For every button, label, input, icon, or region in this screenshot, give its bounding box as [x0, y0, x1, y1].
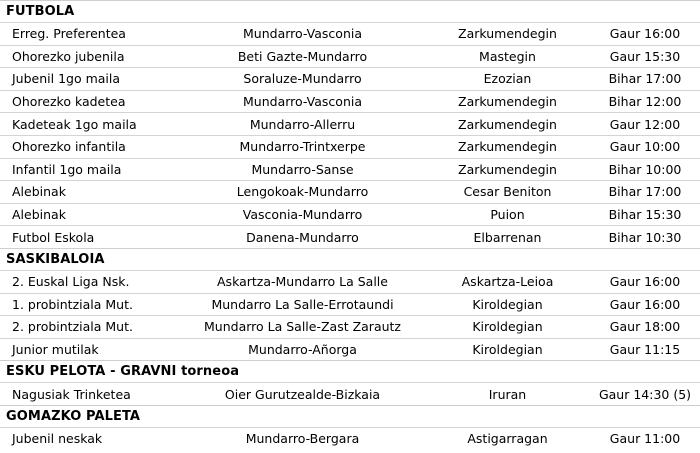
- section-header: FUTBOLA: [0, 0, 700, 22]
- schedule-row: [0, 225, 700, 248]
- venue-cell: Kiroldegian: [472, 319, 543, 335]
- match-cell: Mundarro-Vasconia: [243, 26, 362, 42]
- time-cell: Bihar 15:30: [608, 207, 682, 223]
- venue-cell: Ezozian: [483, 71, 532, 87]
- time-cell: Gaur 16:00: [609, 26, 681, 42]
- category-cell: 2. Euskal Liga Nsk.: [12, 274, 130, 290]
- schedule-row: [0, 315, 700, 338]
- match-cell: Mundarro-Vasconia: [243, 94, 362, 110]
- venue-cell: Astigarragan: [467, 431, 548, 447]
- match-cell: Mundarro La Salle-Errotaundi: [211, 296, 394, 312]
- category-cell: Junior mutilak: [12, 342, 99, 358]
- category-cell: Kadeteak 1go maila: [12, 116, 137, 132]
- schedule-row: [0, 382, 700, 405]
- venue-cell: Puion: [490, 207, 525, 223]
- match-cell: Lengokoak-Mundarro: [236, 184, 369, 200]
- category-cell: 2. probintziala Mut.: [12, 319, 133, 335]
- venue-cell: Zarkumendegin: [458, 26, 557, 42]
- schedule-row: [0, 90, 700, 113]
- time-cell: Bihar 17:00: [608, 184, 682, 200]
- time-cell: Gaur 18:00: [609, 319, 681, 335]
- category-cell: Erreg. Preferentea: [12, 26, 126, 42]
- venue-cell: Elbarrenan: [473, 229, 542, 245]
- venue-cell: Kiroldegian: [472, 342, 543, 358]
- schedule-row: [0, 338, 700, 361]
- venue-cell: Zarkumendegin: [458, 116, 557, 132]
- match-cell: Mundarro-Añorga: [248, 342, 357, 358]
- match-cell: Oier Gurutzealde-Bizkaia: [224, 386, 381, 402]
- schedule-row: [0, 427, 700, 450]
- time-cell: Gaur 12:00: [609, 116, 681, 132]
- category-cell: Ohorezko kadetea: [12, 94, 126, 110]
- time-cell: Gaur 16:00: [609, 274, 681, 290]
- time-cell: Bihar 12:00: [608, 94, 682, 110]
- time-cell: Gaur 11:00: [609, 431, 681, 447]
- match-cell: Mundarro-Allerru: [249, 116, 356, 132]
- section-header: ESKU PELOTA - GRAVNI torneoa: [0, 360, 700, 382]
- venue-cell: Zarkumendegin: [458, 161, 557, 177]
- schedule-row: [0, 158, 700, 181]
- schedule-row: [0, 293, 700, 316]
- time-cell: Gaur 10:00: [609, 139, 681, 155]
- category-cell: Futbol Eskola: [12, 229, 95, 245]
- time-cell: Bihar 17:00: [608, 71, 682, 87]
- category-cell: Nagusiak Trinketea: [12, 386, 131, 402]
- schedule-row: [0, 112, 700, 135]
- section-header: SASKIBALOIA: [0, 248, 700, 270]
- schedule-row: [0, 270, 700, 293]
- time-cell: Bihar 10:00: [608, 161, 682, 177]
- category-cell: Ohorezko infantila: [12, 139, 126, 155]
- time-cell: Gaur 14:30 (5): [598, 386, 692, 402]
- category-cell: Alebinak: [12, 184, 66, 200]
- time-cell: Gaur 11:15: [609, 342, 681, 358]
- match-cell: Beti Gazte-Mundarro: [237, 48, 368, 64]
- venue-cell: Kiroldegian: [472, 296, 543, 312]
- category-cell: Alebinak: [12, 207, 66, 223]
- schedule-row: [0, 22, 700, 45]
- venue-cell: Mastegin: [479, 48, 536, 64]
- venue-cell: Zarkumendegin: [458, 94, 557, 110]
- match-cell: Mundarro-Bergara: [245, 431, 360, 447]
- schedule-row: [0, 67, 700, 90]
- schedule-row: [0, 203, 700, 226]
- category-cell: Jubenil 1go maila: [12, 71, 121, 87]
- match-cell: Danena-Mundarro: [246, 229, 359, 245]
- category-cell: Ohorezko jubenila: [12, 48, 125, 64]
- time-cell: Gaur 16:00: [609, 296, 681, 312]
- match-cell: Mundarro-Sanse: [251, 161, 354, 177]
- venue-cell: Iruran: [488, 386, 527, 402]
- match-cell: Soraluze-Mundarro: [243, 71, 362, 87]
- time-cell: Gaur 15:30: [609, 48, 681, 64]
- section-header: GOMAZKO PALETA: [0, 405, 700, 427]
- venue-cell: Askartza-Leioa: [461, 274, 554, 290]
- match-cell: Vasconia-Mundarro: [242, 207, 363, 223]
- schedule-row: [0, 45, 700, 68]
- match-cell: Mundarro-Trintxerpe: [239, 139, 366, 155]
- schedule-row: [0, 135, 700, 158]
- venue-cell: Cesar Beniton: [463, 184, 552, 200]
- match-cell: Askartza-Mundarro La Salle: [217, 274, 388, 290]
- category-cell: Jubenil neskak: [12, 431, 103, 447]
- category-cell: 1. probintziala Mut.: [12, 296, 133, 312]
- category-cell: Infantil 1go maila: [12, 161, 122, 177]
- schedule-row: [0, 180, 700, 203]
- venue-cell: Zarkumendegin: [458, 139, 557, 155]
- time-cell: Bihar 10:30: [608, 229, 682, 245]
- match-cell: Mundarro La Salle-Zast Zarautz: [204, 319, 401, 335]
